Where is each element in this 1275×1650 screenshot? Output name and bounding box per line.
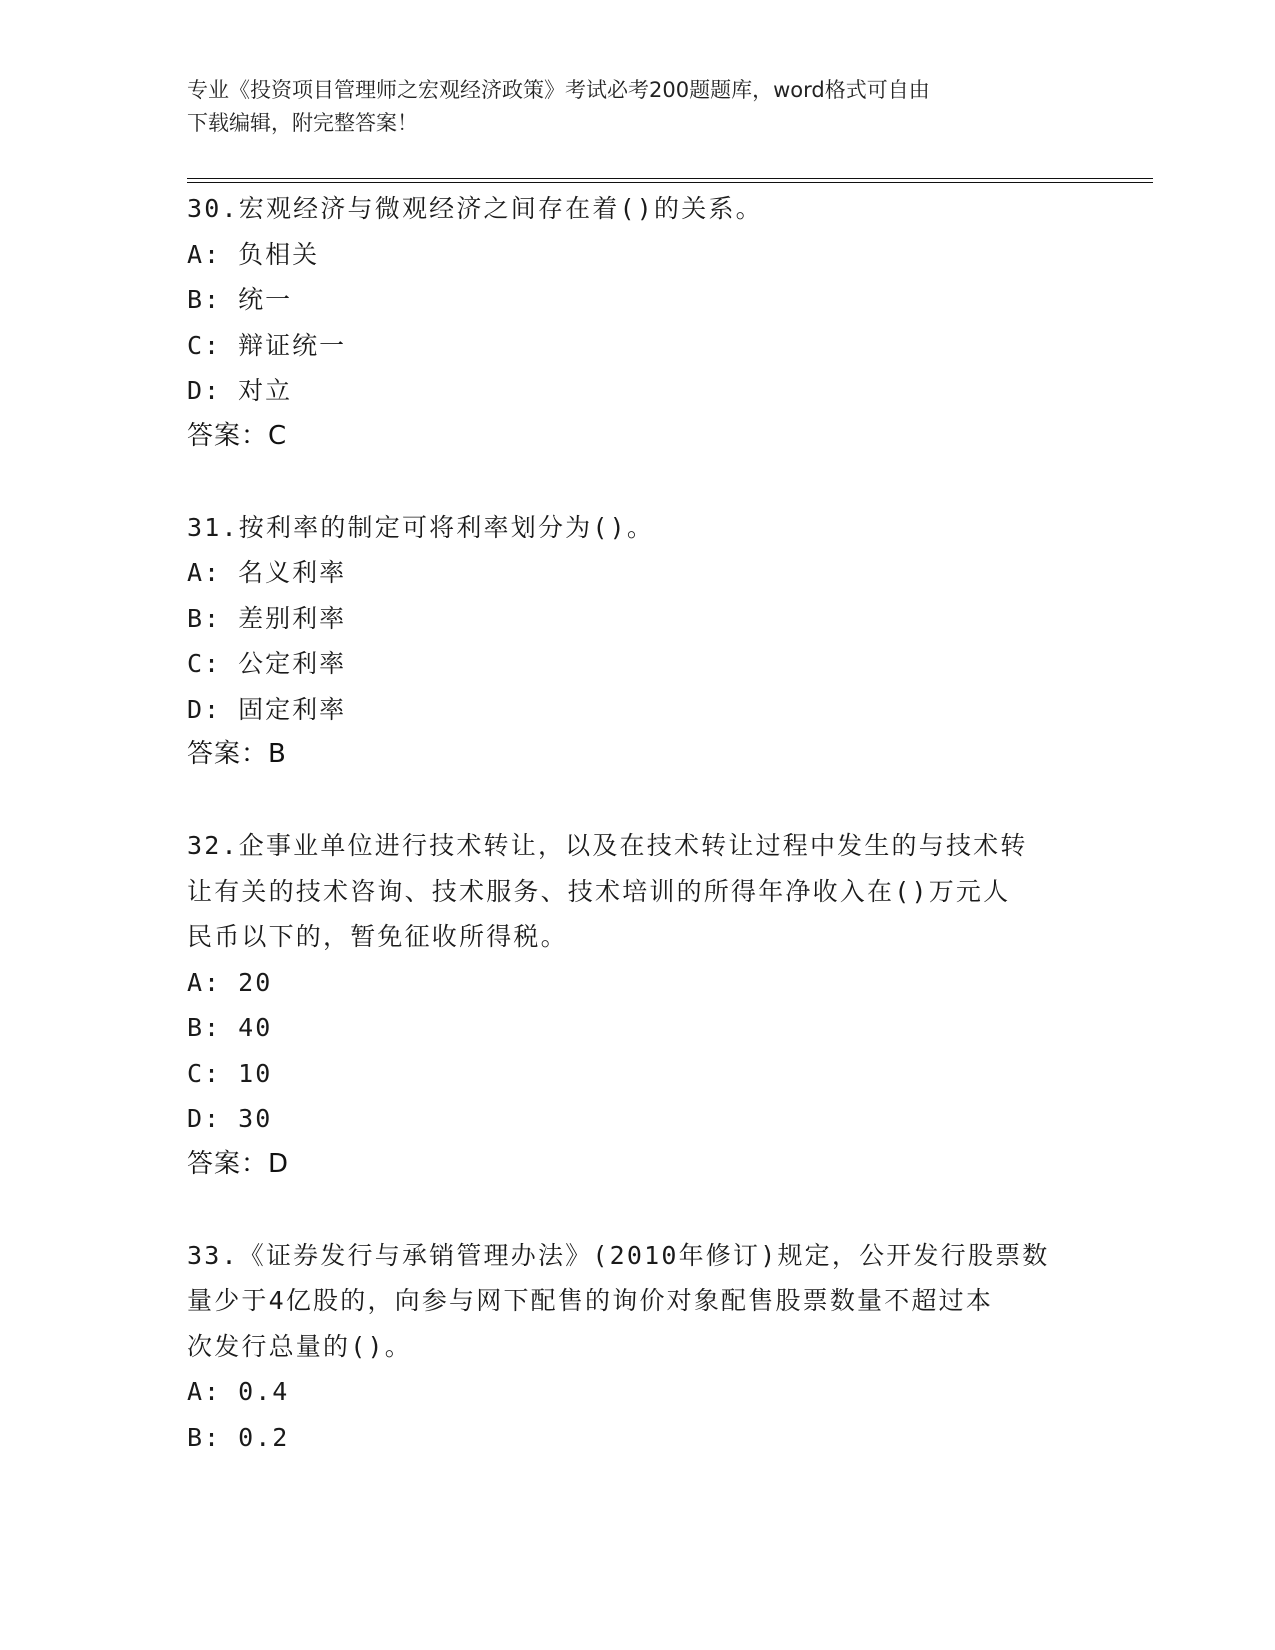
- option-a: A: 0.4: [187, 1377, 290, 1406]
- question-31: [187, 505, 1087, 778]
- answer-line: 答案：D: [187, 1148, 290, 1179]
- answer-line: 答案：B: [187, 739, 287, 769]
- question-stem: 30.宏观经济与微观经济之间存在着()的关系。: [187, 194, 763, 223]
- option-d: D: 30: [187, 1104, 273, 1133]
- question-stem-line-3: 次发行总量的()。: [187, 1331, 412, 1361]
- question-stem: 31.按利率的制定可将利率划分为()。: [187, 512, 655, 542]
- option-c: C: 辩证统一: [187, 330, 347, 360]
- question-32: [187, 823, 1087, 1187]
- option-a: A: 负相关: [187, 239, 320, 269]
- question-30: [187, 186, 1087, 459]
- header-title-line-2: 下载编辑，附完整答案！: [187, 111, 418, 135]
- option-c: C: 10: [187, 1058, 273, 1088]
- question-stem-line-3: 民币以下的，暂免征收所得税。: [187, 922, 568, 951]
- option-b: B: 差别利率: [187, 603, 347, 633]
- option-d: D: 固定利率: [187, 694, 347, 724]
- question-spacer: [187, 778, 1087, 824]
- question-spacer: [187, 1187, 1087, 1233]
- question-spacer: [187, 459, 1087, 505]
- option-d: D: 对立: [187, 376, 293, 405]
- question-stem-line-1: 32.企事业单位进行技术转让，以及在技术转让过程中发生的与技术转: [187, 831, 1028, 860]
- option-b: B: 40: [187, 1013, 273, 1042]
- option-a: A: 20: [187, 967, 273, 997]
- question-list: [187, 186, 1087, 1460]
- document-header: [187, 74, 1067, 140]
- header-divider-top: [187, 178, 1153, 179]
- question-stem-line-1: 33.《证券发行与承销管理办法》(2010年修订)规定，公开发行股票数: [187, 1240, 1050, 1270]
- question-33: [187, 1233, 1087, 1461]
- question-stem-line-2: 让有关的技术咨询、技术服务、技术培训的所得年净收入在()万元人: [187, 876, 1011, 906]
- option-c: C: 公定利率: [187, 649, 347, 678]
- option-b: B: 统一: [187, 285, 293, 314]
- option-b: B: 0.2: [187, 1422, 290, 1452]
- option-a: A: 名义利率: [187, 558, 347, 587]
- answer-line: 答案：C: [187, 420, 288, 451]
- header-title-line-1: 专业《投资项目管理师之宏观经济政策》考试必考200题题库，word格式可自由: [187, 78, 930, 102]
- header-divider-bottom: [187, 182, 1153, 183]
- question-stem-line-2: 量少于4亿股的，向参与网下配售的询价对象配售股票数量不超过本: [187, 1286, 994, 1315]
